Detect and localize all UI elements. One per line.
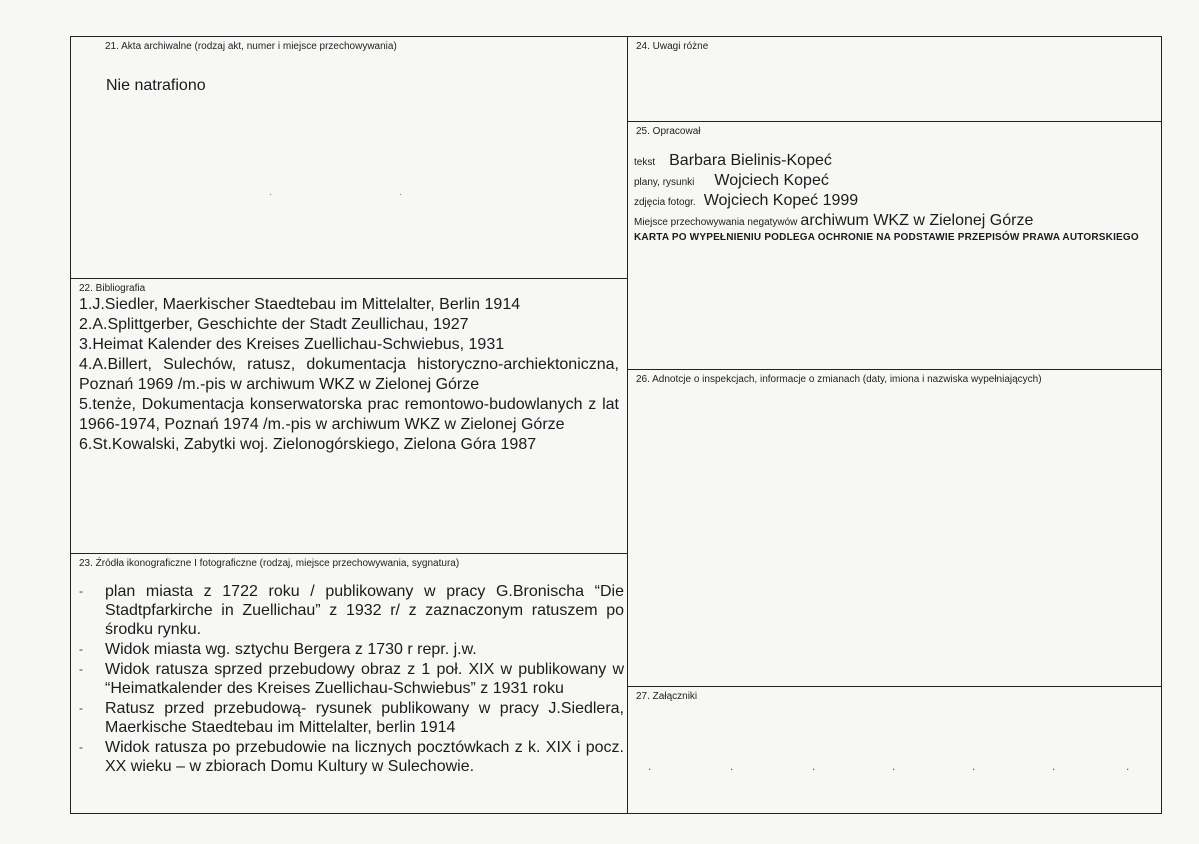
section-27-label: 27. Załączniki [636, 691, 698, 702]
section-26-label: 26. Adnotcje o inspekcjach, informacje o zmianach (daty, imiona i nazwiska wypełniających) [636, 374, 1042, 385]
dot-mark: . [730, 759, 734, 773]
dot-mark: . [812, 759, 816, 773]
negatives-storage-row [634, 212, 1154, 232]
section-22-bibliography [71, 278, 627, 553]
text-author-row [634, 152, 1154, 172]
section-23-label: 23. Źródła ikonograficzne I fotograficzne (rodzaj, miejsce przechowywania, sygnatura) [79, 558, 460, 569]
drawings-author-value: Wojciech Kopeć [714, 172, 829, 189]
iconographic-source-text: Widok ratusza sprzed przebudowy obraz z 1 poł. XIX w publikowany w “Heimatkalender des Kreises Zuellichau-Schwiebus” z 1931 roku [105, 661, 624, 697]
bibliography-item: 5.tenże, Dokumentacja konserwatorska prac remontowo-budowlanych z lat 1966-1974, Poznań 1974 /m.-pis w archiwum WKZ w Zielonej Górze [79, 396, 619, 433]
list-dash: - [79, 701, 83, 715]
section-22-label: 22. Bibliografia [79, 283, 146, 294]
dot-mark: . [972, 759, 976, 773]
text-author-value: Barbara Bielinis-Kopeć [669, 152, 832, 169]
list-dash: - [79, 740, 83, 754]
iconographic-source-item [79, 582, 624, 639]
right-column [628, 37, 1161, 813]
photos-author-value: Wojciech Kopeć 1999 [703, 192, 859, 209]
iconographic-source-item [79, 738, 624, 776]
record-card-form [70, 36, 1162, 814]
copyright-notice: KARTA PO WYPEŁNIENIU PODLEGA OCHRONIE NA PODSTAWIE PRZEPISÓW PRAWA AUTORSKIEGO [634, 232, 1139, 243]
iconographic-source-item [79, 699, 624, 737]
list-dash: - [79, 642, 83, 656]
section-25-label: 25. Opracował [636, 126, 701, 137]
photos-author-row [634, 192, 1154, 212]
scan-speck: · [269, 189, 273, 200]
bibliography-item: 6.St.Kowalski, Zabytki woj. Zielonogórskiego, Zielona Góra 1987 [79, 436, 537, 453]
photos-author-label: zdjęcia fotogr. [634, 197, 696, 208]
left-column [71, 37, 628, 813]
section-26-inspection-notes [628, 369, 1161, 686]
text-author-label: tekst [634, 157, 656, 168]
negatives-storage-label: Miejsce przechowywania negatywów [634, 217, 798, 228]
section-24-notes [628, 37, 1161, 121]
dot-mark: . [648, 759, 652, 773]
section-27-attachments [628, 686, 1161, 813]
section-21-label: 21. Akta archiwalne (rodzaj akt, numer i miejsce przechowywania) [105, 41, 397, 52]
section-21-archival-records [71, 37, 627, 278]
negatives-storage-value: archiwum WKZ w Zielonej Górze [800, 212, 1034, 229]
drawings-author-label: plany, rysunki [634, 177, 695, 188]
iconographic-source-text: Widok miasta wg. sztychu Bergera z 1730 r repr. j.w. [105, 641, 477, 658]
attachment-dot-row [628, 759, 1161, 773]
iconographic-sources-list [79, 582, 624, 777]
iconographic-source-text: Ratusz przed przebudową- rysunek publikowany w pracy J.Siedlera, Maerkische Staedtebau im Mittelalter, berlin 1914 [105, 700, 624, 736]
bibliography-item: 1.J.Siedler, Maerkischer Staedtebau im Mittelalter, Berlin 1914 [79, 296, 521, 313]
bibliography-item: 3.Heimat Kalender des Kreises Zuellichau-Schwiebus, 1931 [79, 336, 505, 353]
iconographic-source-text: plan miasta z 1722 roku / publikowany w pracy G.Bronischa “Die Stadtpfarkirche in Zuellichau” z 1932 r/ z zaznaczonym ratuszem po środku rynku. [105, 583, 624, 638]
scan-speck: · [399, 189, 403, 200]
bibliography-item: 2.A.Splittgerber, Geschichte der Stadt Zeullichau, 1927 [79, 316, 469, 333]
archival-records-value: Nie natrafiono [106, 77, 206, 94]
drawings-author-row [634, 172, 1154, 192]
dot-mark: . [892, 759, 896, 773]
list-dash: - [79, 584, 83, 598]
dot-mark: . [1126, 759, 1130, 773]
iconographic-source-item [79, 660, 624, 698]
dot-mark: . [1052, 759, 1056, 773]
list-dash: - [79, 662, 83, 676]
prepared-by-block [634, 152, 1154, 244]
bibliography-item: 4.A.Billert, Sulechów, ratusz, dokumentacja historyczno-archiektoniczna, Poznań 1969 /m.-pis w archiwum WKZ w Zielonej Górze [79, 356, 619, 393]
section-23-iconographic-sources [71, 553, 627, 813]
section-24-label: 24. Uwagi różne [636, 41, 709, 52]
iconographic-source-item [79, 640, 624, 659]
bibliography-list [79, 295, 619, 455]
iconographic-source-text: Widok ratusza po przebudowie na licznych pocztówkach z k. XIX i pocz. XX wieku – w zbiorach Domu Kultury w Sulechowie. [105, 739, 624, 775]
section-25-prepared-by [628, 121, 1161, 369]
